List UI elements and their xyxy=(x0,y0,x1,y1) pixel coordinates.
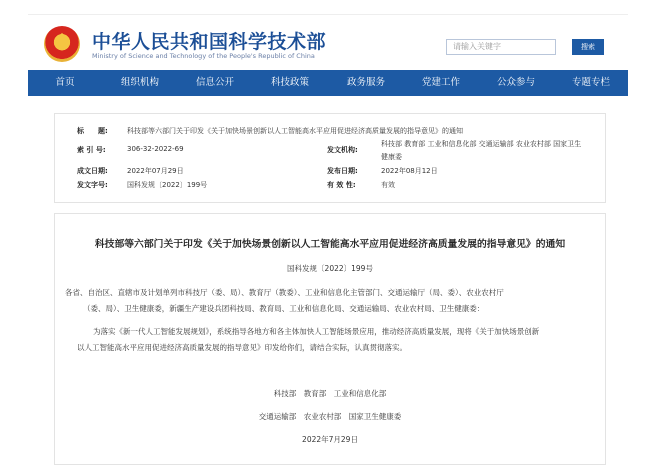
meta-docno-label: 发文字号: xyxy=(77,181,108,189)
signature-line-1: 科技部 教育部 工业和信息化部 xyxy=(273,389,387,398)
meta-created-label: 成文日期: xyxy=(77,167,108,175)
nav-item-services[interactable]: 政务服务 xyxy=(346,77,386,88)
meta-created-value: 2022年07月29日 xyxy=(127,167,184,175)
meta-issuer-line1: 科技部 教育部 工业和信息化部 交通运输部 农业农村部 国家卫生 xyxy=(381,140,582,148)
meta-docno-value: 国科发规〔2022〕199号 xyxy=(127,181,208,189)
meta-issuer-label: 发文机构: xyxy=(327,146,358,154)
document-metadata xyxy=(54,113,606,203)
document-title: 科技部等六部门关于印发《关于加快场景创新以人工智能高水平应用促进经济高质量发展的指导意见》的通知 xyxy=(94,239,566,250)
meta-title-value: 科技部等六部门关于印发《关于加快场景创新以人工智能高水平应用促进经济高质量发展的指导意见》的通知 xyxy=(127,127,463,135)
main-nav xyxy=(28,70,628,96)
site-title[interactable]: 中华人民共和国科学技术部 xyxy=(92,31,327,53)
nav-item-public[interactable]: 公众参与 xyxy=(496,77,536,88)
nav-item-organization[interactable]: 组织机构 xyxy=(120,77,160,88)
site-subtitle: Ministry of Science and Technology of the People's Republic of China xyxy=(92,52,315,60)
nav-item-party[interactable]: 党建工作 xyxy=(421,77,461,88)
body-line-1: 为落实《新一代人工智能发展规划》，系统指导各地方和各主体加快人工智能场景应用，推动经济高质量发展，现将《关于加快场景创新 xyxy=(93,327,540,336)
meta-index-label: 索 引 号: xyxy=(77,146,106,154)
nav-item-policy[interactable]: 科技政策 xyxy=(270,77,310,88)
nav-item-topics[interactable]: 专题专栏 xyxy=(571,77,611,88)
search-button[interactable]: 搜索 xyxy=(572,39,604,55)
nav-item-home[interactable]: 首页 xyxy=(55,77,75,88)
meta-published-value: 2022年08月12日 xyxy=(381,167,438,175)
meta-validity-value: 有效 xyxy=(381,181,395,189)
meta-index-value: 306-32-2022-69 xyxy=(127,145,184,153)
salutation-line-2: （委、局）、卫生健康委，新疆生产建设兵团科技局、教育局、工业和信息化局、交通运输局、农业农村局、卫生健康委： xyxy=(83,304,485,313)
national-emblem-icon xyxy=(44,26,80,62)
salutation-line-1: 各省、自治区、直辖市及计划单列市科技厅（委、局）、教育厅（教委）、工业和信息化主管部门、交通运输厅（局、委）、农业农村厅 xyxy=(65,288,504,297)
meta-issuer-line2: 健康委 xyxy=(381,153,402,161)
top-strip xyxy=(0,0,654,18)
search-input[interactable]: 请输入关键字 xyxy=(446,39,556,55)
nav-item-disclosure[interactable]: 信息公开 xyxy=(195,77,235,88)
document-number: 国科发规〔2022〕199号 xyxy=(287,264,373,273)
top-divider xyxy=(28,14,628,15)
signature-date: 2022年7月29日 xyxy=(302,435,358,444)
body-line-2: 以人工智能高水平应用促进经济高质量发展的指导意见》印发给你们，请结合实际，认真贯彻落实。 xyxy=(77,343,407,352)
signature-line-2: 交通运输部 农业农村部 国家卫生健康委 xyxy=(258,412,402,421)
meta-title-label: 标 题: xyxy=(77,127,108,135)
meta-validity-label: 有 效 性: xyxy=(327,181,356,189)
document-body xyxy=(54,213,606,465)
site-header xyxy=(28,18,628,70)
meta-published-label: 发布日期: xyxy=(327,167,358,175)
